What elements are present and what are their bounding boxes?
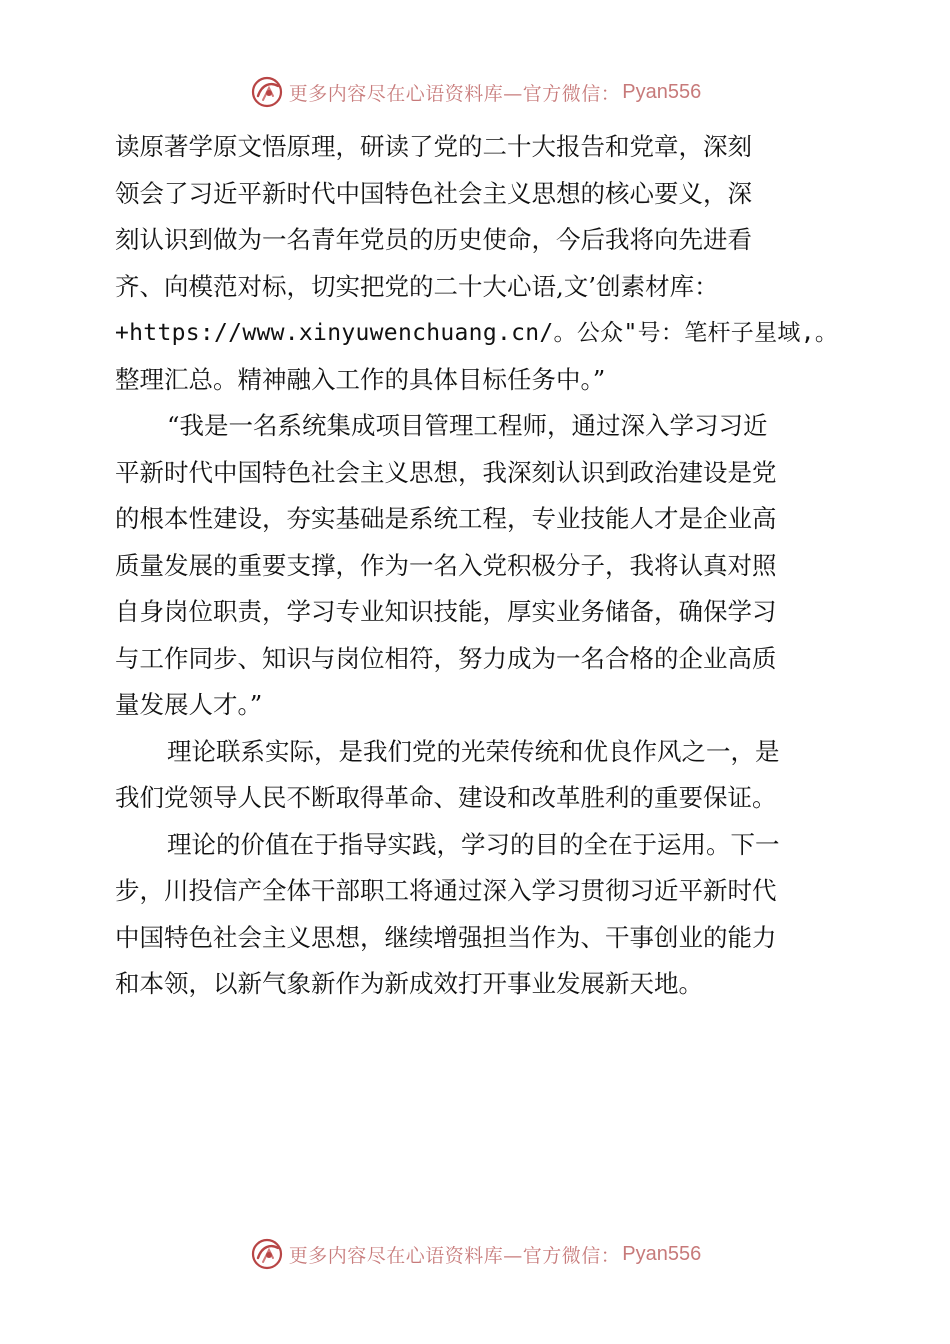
header-banner [0, 70, 950, 114]
footer-banner-text: 更多内容尽在心语资料库—官方微信： [288, 1244, 621, 1267]
body-line: 中国特色社会主义思想，继续增强担当作为、干事创业的能力 [115, 922, 777, 952]
body-line-url: +https://www.xinyuwenchuang.cn/。公众"号：笔杆子星域,。 [115, 320, 839, 346]
body-line: 与工作同步、知识与岗位相符，努力成为一名合格的企业高质 [115, 643, 777, 673]
body-line: 读原著学原文悟原理，研读了党的二十大报告和党章，深刻 [115, 132, 752, 161]
body-line-paragraph-start: 理论联系实际，是我们党的光荣传统和优良作风之一，是 [167, 736, 780, 766]
footer-banner [0, 1232, 950, 1276]
document-body [115, 124, 855, 1008]
seal-logo-icon [249, 74, 285, 110]
body-line: 质量发展的重要支撑，作为一名入党积极分子，我将认真对照 [115, 550, 777, 580]
header-banner-id: Pyan556 [622, 80, 702, 103]
body-line-paragraph-start: “我是一名系统集成项目管理工程师，通过深入学习习近 [167, 411, 768, 440]
seal-logo-icon [249, 1236, 285, 1272]
body-line: 领会了习近平新时代中国特色社会主义思想的核心要义，深 [115, 178, 752, 208]
body-line: 和本领，以新气象新作为新成效打开事业发展新天地。 [115, 969, 703, 998]
body-line: 量发展人才。” [115, 690, 263, 719]
body-line: 步，川投信产全体干部职工将通过深入学习贯彻习近平新时代 [115, 876, 777, 905]
footer-banner-id: Pyan556 [622, 1242, 702, 1265]
body-line: 我们党领导人民不断取得革命、建设和改革胜利的重要保证。 [115, 783, 777, 812]
header-banner-text: 更多内容尽在心语资料库—官方微信： [288, 82, 621, 105]
body-line: 平新时代中国特色社会主义思想，我深刻认识到政治建设是党 [115, 457, 777, 487]
body-line: 的根本性建设，夯实基础是系统工程，专业技能人才是企业高 [115, 504, 777, 533]
body-line: 整理汇总。精神融入工作的具体目标任务中。” [115, 364, 606, 394]
body-line: 齐、向模范对标，切实把党的二十大心语,文’创素材库： [115, 271, 719, 301]
body-line: 刻认识到做为一名青年党员的历史使命，今后我将向先进看 [115, 225, 752, 254]
body-line-paragraph-start: 理论的价值在于指导实践，学习的目的全在于运用。下一 [167, 829, 780, 859]
body-line: 自身岗位职责，学习专业知识技能，厚实业务储备，确保学习 [115, 597, 777, 626]
